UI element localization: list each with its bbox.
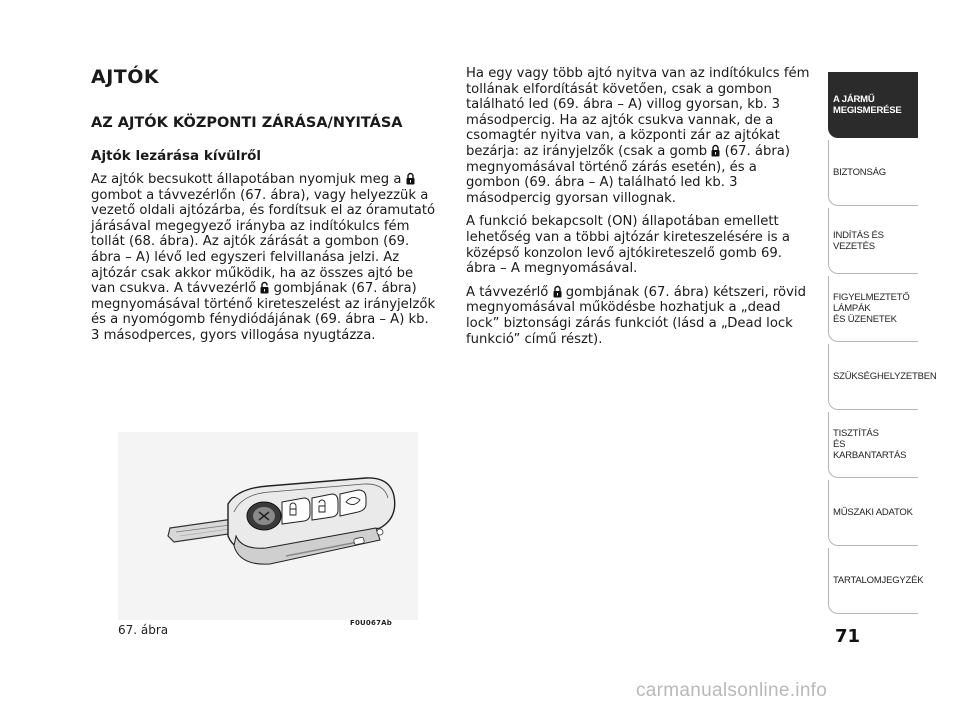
sidebar-tab-label: FIGYELMEZTETŐ LÁMPÁK ÉS ÜZENETEK [833, 292, 910, 325]
paragraph-dead-lock [466, 285, 814, 347]
paragraph-text: (67. ábra) megnyomásával történő zárás esetén), és a gombon (69. ábra – A) található led kb. 3 másodpercig gyorsan villognak. [466, 143, 791, 206]
paragraph-text: gombjának (67. ábra) megnyomásával történő kireteszelést az irányjelzők és a nyomógomb fénydiódájának (69. ábra – A) kb. 3 másodperces, gyors villogása nyugtázza. [91, 281, 436, 343]
subsection-title: Ajtók lezárása kívülről [91, 148, 262, 164]
lock-icon [553, 285, 562, 298]
unlock-icon [260, 281, 269, 294]
paragraph-text: Ha egy vagy több ajtó nyitva van az indítókulcs fém tollának elfordítását követően, csak a gombon található led (69. ábra – A) villog gyorsan, kb. 3 másodpercig. Ha az ajtók csukva vannak, de a csomagtér nyitva van, a központi zár az ajtókat bezárja: az irányjelzők (csak a gomb [466, 66, 810, 159]
sidebar-tab-label: BIZTONSÁG [833, 167, 886, 178]
sidebar-tab-label: TARTALOMJEGYZÉK [833, 575, 924, 586]
paragraph-text: gombjának (67. ábra) kétszeri, rövid megnyomásával működésbe hozhatjuk a „dead lock” biztonsági zárás funkciót (lásd a „Dead lock funkció” című részt). [466, 284, 806, 347]
paragraph-text: Az ajtók becsukott állapotában nyomjuk meg a [91, 172, 402, 187]
right-column [466, 66, 814, 355]
lock-icon [406, 172, 415, 185]
paragraph-text: A távvezérlő [466, 284, 549, 300]
key-fob-figure [118, 432, 418, 620]
figure-caption: 67. ábra [118, 623, 169, 637]
sidebar-tab-label: SZÜKSÉGHELYZETBEN [833, 371, 937, 382]
page-number: 71 [835, 626, 861, 647]
sidebar-tab-vehicle[interactable] [828, 72, 918, 138]
paragraph-locking [91, 172, 437, 344]
sidebar-tab-index[interactable] [828, 548, 924, 614]
sidebar-tab-label: INDÍTÁS ÉS VEZETÉS [833, 229, 884, 252]
figure-code: F0U067Ab [350, 619, 392, 627]
sidebar-tab-starting-driving[interactable] [828, 208, 918, 274]
paragraph-function-on: A funkció bekapcsolt (ON) állapotában emellett lehetőség van a többi ajtózár kireteszelésére is a középső konzolon levő ajtókireteszelő gomb 69. ábra – A megnyomásával. [466, 214, 790, 277]
sidebar-tab-label: TISZTÍTÁS ÉS KARBANTARTÁS [833, 428, 907, 461]
watermark: carmanualsonline.info [636, 680, 828, 701]
section-title: AZ AJTÓK KÖZPONTI ZÁRÁSA/NYITÁSA [91, 115, 403, 131]
left-column [91, 66, 437, 352]
sidebar-tab-technical-data[interactable] [828, 480, 918, 546]
key-fob-illustration [118, 432, 418, 620]
sidebar-tab-label: MŰSZAKI ADATOK [833, 507, 913, 518]
sidebar-tab-emergency[interactable] [828, 344, 937, 410]
sidebar-tab-safety[interactable] [828, 140, 918, 206]
paragraph-text: gombot a távvezérlőn (67. ábra), vagy helyezzük a vezető oldali ajtózárba, és fordítsuk el az óramutató járásával megegyező irányba az indítókulcs fém tollát (68. ábra). Az ajtók zárását a gombon (69. ábra – A) lévő led egyszeri felvillanása jelzi. Az ajtózár csak akkor működik, ha az összes ajtó be van csukva. A távvezérlő [91, 187, 436, 297]
lock-icon [711, 144, 720, 157]
sidebar-tab-cleaning-maintenance[interactable] [828, 412, 918, 478]
paragraph-key-blade [466, 66, 814, 206]
sidebar-tab-label: A JÁRMŰ MEGISMERÉSE [833, 93, 902, 116]
chapter-sidebar [828, 72, 937, 614]
page-title: AJTÓK [91, 66, 160, 88]
sidebar-tab-warning-lights[interactable] [828, 276, 918, 342]
